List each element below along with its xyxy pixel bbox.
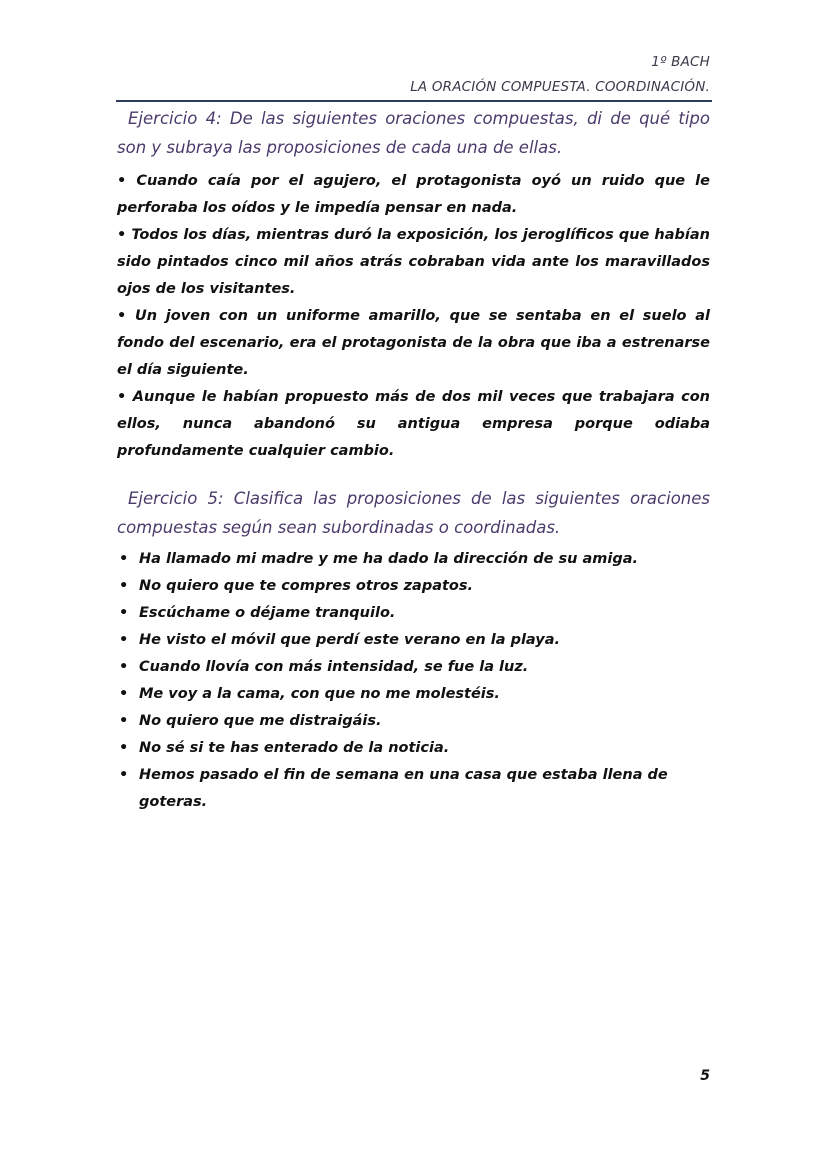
header-topic: LA ORACIÓN COMPUESTA. COORDINACIÓN. bbox=[410, 79, 710, 95]
list-item: • Cuando llovía con más intensidad, se fue la luz. bbox=[117, 654, 710, 681]
exercise-5-title bbox=[117, 484, 710, 542]
exercise-4-item: • Cuando caía por el agujero, el protagonista oyó un ruido que le perforaba los oídos y le impedía pensar en nada. bbox=[117, 173, 710, 216]
list-item: • Ha llamado mi madre y me ha dado la dirección de su amiga. bbox=[117, 546, 710, 573]
header-divider bbox=[116, 100, 712, 102]
exercise-4-item: • Un joven con un uniforme amarillo, que se sentaba en el suelo al fondo del escenario, era el protagonista de la obra que iba a estrenarse el día siguiente. bbox=[117, 308, 710, 378]
list-item: • Hemos pasado el fin de semana en una casa que estaba llena de goteras. bbox=[117, 762, 710, 816]
page-number: 5 bbox=[700, 1068, 710, 1084]
list-item: • Escúchame o déjame tranquilo. bbox=[117, 600, 710, 627]
list-item: • Me voy a la cama, con que no me molestéis. bbox=[117, 681, 710, 708]
list-item: • No quiero que me distraigáis. bbox=[117, 708, 710, 735]
exercise-4-title bbox=[117, 104, 710, 162]
list-item: • No quiero que te compres otros zapatos. bbox=[117, 573, 710, 600]
list-item: • No sé si te has enterado de la noticia. bbox=[117, 735, 710, 762]
page-content bbox=[117, 104, 710, 816]
exercise-5-title-text: Ejercicio 5: Clasifica las proposiciones de las siguientes oraciones compuestas según sean subordinadas o coordinadas. bbox=[117, 489, 710, 537]
header-course: 1º BACH bbox=[651, 54, 710, 70]
exercise-5-list bbox=[117, 546, 710, 816]
exercise-4-item: • Todos los días, mientras duró la exposición, los jeroglíficos que habían sido pintados cinco mil años atrás cobraban vida ante los maravillados ojos de los visitantes. bbox=[117, 227, 710, 297]
list-item: • He visto el móvil que perdí este verano en la playa. bbox=[117, 627, 710, 654]
exercise-4-title-text: Ejercicio 4: De las siguientes oraciones compuestas, di de qué tipo son y subraya las proposiciones de cada una de ellas. bbox=[117, 109, 710, 157]
exercise-4-item: • Aunque le habían propuesto más de dos mil veces que trabajara con ellos, nunca abandonó su antigua empresa porque odiaba profundamente cualquier cambio. bbox=[117, 389, 710, 459]
